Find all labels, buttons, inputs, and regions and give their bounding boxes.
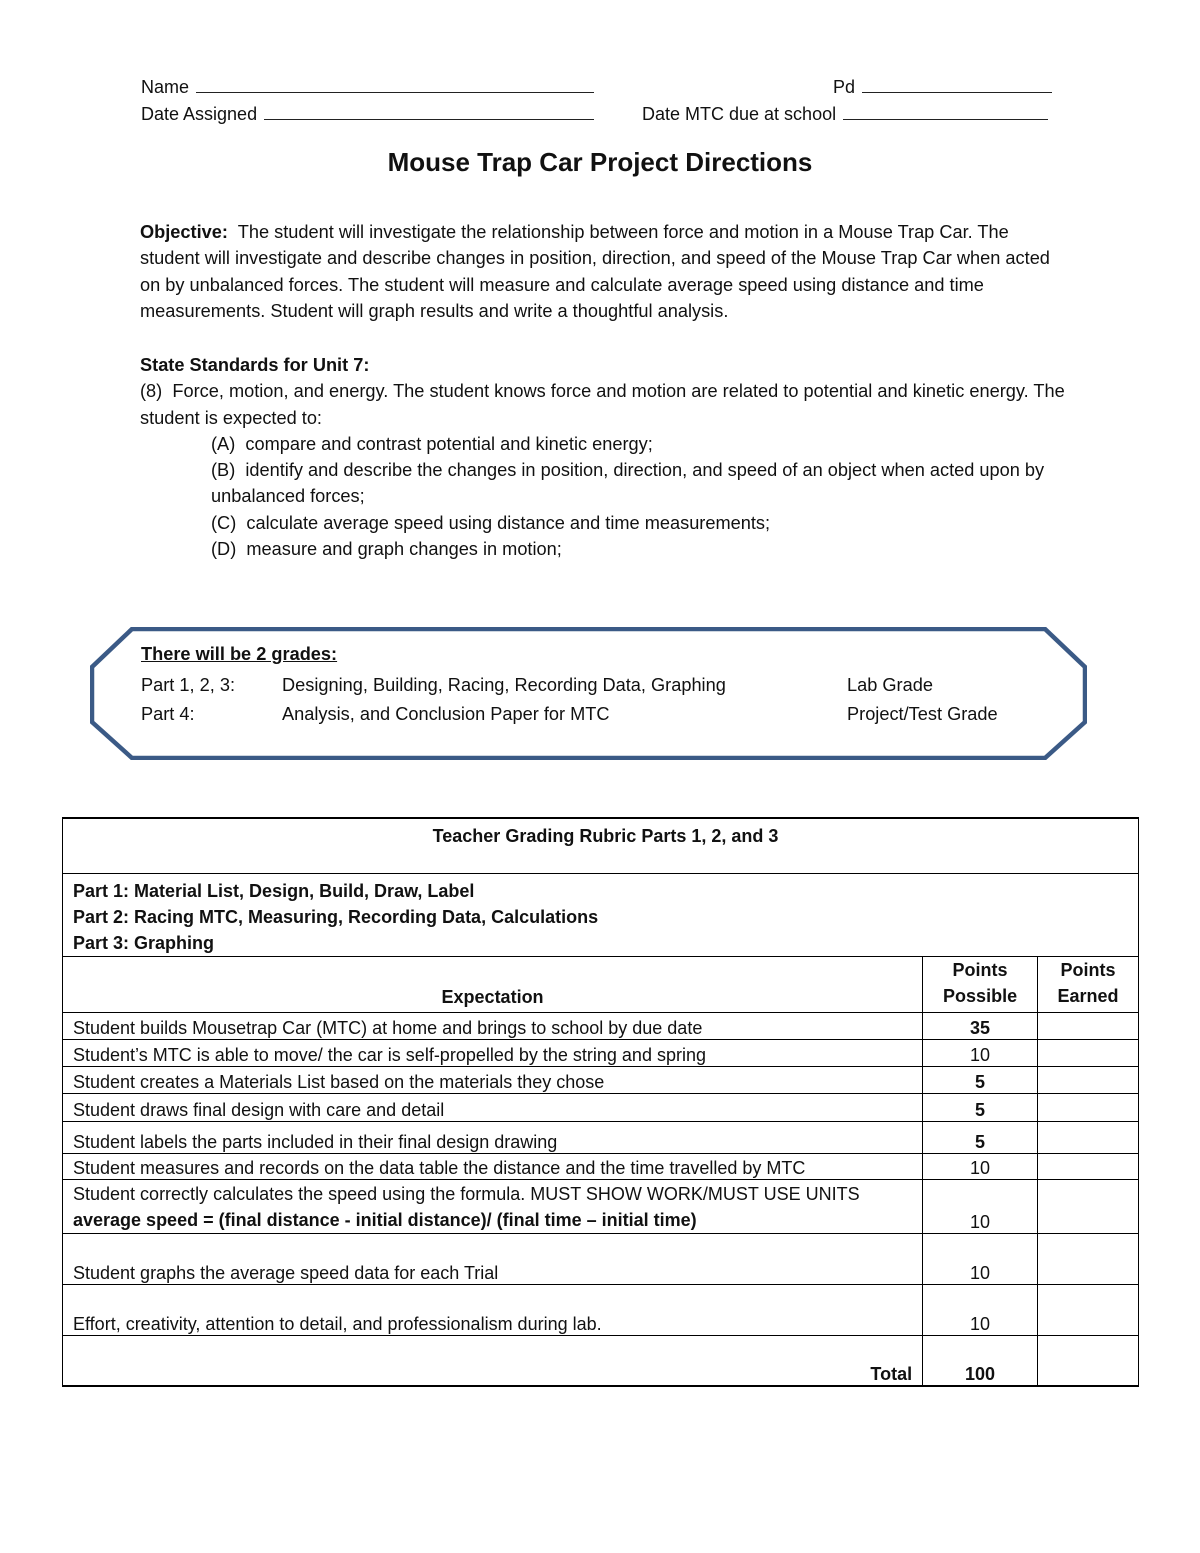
name-field (141, 74, 594, 98)
total-earned-cell[interactable] (1038, 1335, 1139, 1386)
name-label: Name (141, 77, 190, 97)
points-earned-cell[interactable] (1038, 1012, 1139, 1039)
table-row (63, 1012, 1139, 1039)
standard-item-c: (C) calculate average speed using distance and time measurements; (211, 512, 771, 533)
standards-list (211, 431, 1070, 562)
speed-row-text: Student correctly calculates the speed using the formula. MUST SHOW WORK/MUST USE UNITS (73, 1183, 860, 1204)
expectation-cell: Student labels the parts included in their final design drawing (63, 1121, 923, 1153)
standard-item-d: (D) measure and graph changes in motion; (211, 539, 562, 560)
rubric-part-2: Part 2: Racing MTC, Measuring, Recording Data, Calculations (73, 906, 599, 927)
expectation-cell: Student measures and records on the data table the distance and the time travelled by MTC (63, 1153, 923, 1179)
grade-row-1-desc: Designing, Building, Racing, Recording Data, Graphing (282, 675, 726, 695)
expectation-cell (63, 1179, 923, 1233)
grades-heading: There will be 2 grades: (141, 644, 338, 664)
points-earned-cell[interactable] (1038, 1153, 1139, 1179)
points-possible-cell: 10 (923, 1179, 1038, 1233)
rubric-title-row (63, 818, 1139, 873)
total-points: 100 (923, 1335, 1038, 1386)
points-earned-cell[interactable] (1038, 1066, 1139, 1093)
speed-formula: average speed = (final distance - initial distance)/ (final time – initial time) (73, 1209, 697, 1230)
expectation-cell: Student builds Mousetrap Car (MTC) at home and brings to school by due date (63, 1012, 923, 1039)
date-assigned-label: Date Assigned (141, 104, 258, 124)
date-assigned-field (141, 101, 594, 125)
objective-text: The student will investigate the relationship between force and motion in a Mouse Trap Car. The student will investigate and describe changes in position, direction, and speed of the Mouse Trap Car when acted on by unbalanced forces. The student will measure and calculate average speed using distance and time measurements. Student will graph results and write a thoughtful analysis. (140, 222, 1050, 321)
points-possible-cell: 5 (923, 1066, 1038, 1093)
date-assigned-blank[interactable] (264, 101, 594, 120)
points-earned-cell[interactable] (1038, 1093, 1139, 1121)
points-possible-cell: 10 (923, 1284, 1038, 1335)
points-possible-cell: 5 (923, 1121, 1038, 1153)
grade-row-1-part: Part 1, 2, 3: (141, 675, 236, 695)
rubric-parts-row (63, 873, 1139, 956)
points-earned-cell[interactable] (1038, 1039, 1139, 1066)
table-row (63, 1066, 1139, 1093)
expectation-cell: Student graphs the average speed data for each Trial (63, 1233, 923, 1284)
date-due-label: Date MTC due at school (642, 104, 837, 124)
expectation-cell: Student creates a Materials List based on the materials they chose (63, 1066, 923, 1093)
col-expectation-header: Expectation (63, 956, 923, 1012)
expectation-cell: Student draws final design with care and detail (63, 1093, 923, 1121)
standards-heading: State Standards for Unit 7: (140, 355, 370, 375)
col-earned-header: Points Earned (1038, 956, 1139, 1012)
points-earned-cell[interactable] (1038, 1233, 1139, 1284)
points-earned-cell[interactable] (1038, 1121, 1139, 1153)
pd-field (833, 74, 1052, 98)
col-possible-header: Points Possible (923, 956, 1038, 1012)
date-due-blank[interactable] (843, 101, 1048, 120)
grades-box (90, 627, 1087, 760)
table-row (63, 1153, 1139, 1179)
name-blank[interactable] (196, 74, 594, 93)
table-row (63, 1233, 1139, 1284)
rubric-parts (63, 873, 1139, 956)
rubric-header-row (63, 956, 1139, 1012)
table-row (63, 1093, 1139, 1121)
points-possible-cell: 35 (923, 1012, 1038, 1039)
pd-label: Pd (833, 77, 856, 97)
rubric-part-1: Part 1: Material List, Design, Build, Draw, Label (73, 880, 475, 901)
page-title: Mouse Trap Car Project Directions (387, 147, 813, 177)
total-label: Total (63, 1335, 923, 1386)
grade-row-2-part: Part 4: (141, 704, 195, 724)
points-earned-cell[interactable] (1038, 1284, 1139, 1335)
standard-item-b: (B) identify and describe the changes in position, direction, and speed of an object when acted upon by unbalanced forces; (211, 460, 1045, 507)
points-possible-cell: 10 (923, 1039, 1038, 1066)
rubric-part-3: Part 3: Graphing (73, 932, 215, 953)
table-row (63, 1284, 1139, 1335)
points-possible-cell: 10 (923, 1153, 1038, 1179)
expectation-cell: Effort, creativity, attention to detail, and professionalism during lab. (63, 1284, 923, 1335)
rubric-table (62, 817, 1139, 1387)
rubric-title: Teacher Grading Rubric Parts 1, 2, and 3 (63, 818, 1139, 873)
table-row (63, 1121, 1139, 1153)
total-row (63, 1335, 1139, 1386)
objective-label: Objective: (140, 222, 228, 242)
table-row (63, 1039, 1139, 1066)
points-possible-cell: 5 (923, 1093, 1038, 1121)
standards-intro: (8) Force, motion, and energy. The student knows force and motion are related to potential and kinetic energy. The student is expected to: (140, 381, 1065, 428)
objective-paragraph (140, 219, 1070, 324)
points-possible-cell: 10 (923, 1233, 1038, 1284)
grade-row-1-grade: Lab Grade (847, 675, 933, 695)
pd-blank[interactable] (862, 74, 1052, 93)
grade-row-2-desc: Analysis, and Conclusion Paper for MTC (282, 704, 610, 724)
grade-row-2-grade: Project/Test Grade (847, 704, 998, 724)
points-earned-cell[interactable] (1038, 1179, 1139, 1233)
table-row (63, 1179, 1139, 1233)
expectation-cell: Student’s MTC is able to move/ the car is self-propelled by the string and spring (63, 1039, 923, 1066)
standards-section (140, 352, 1070, 562)
date-due-field (642, 101, 1048, 125)
standard-item-a: (A) compare and contrast potential and kinetic energy; (211, 433, 653, 454)
